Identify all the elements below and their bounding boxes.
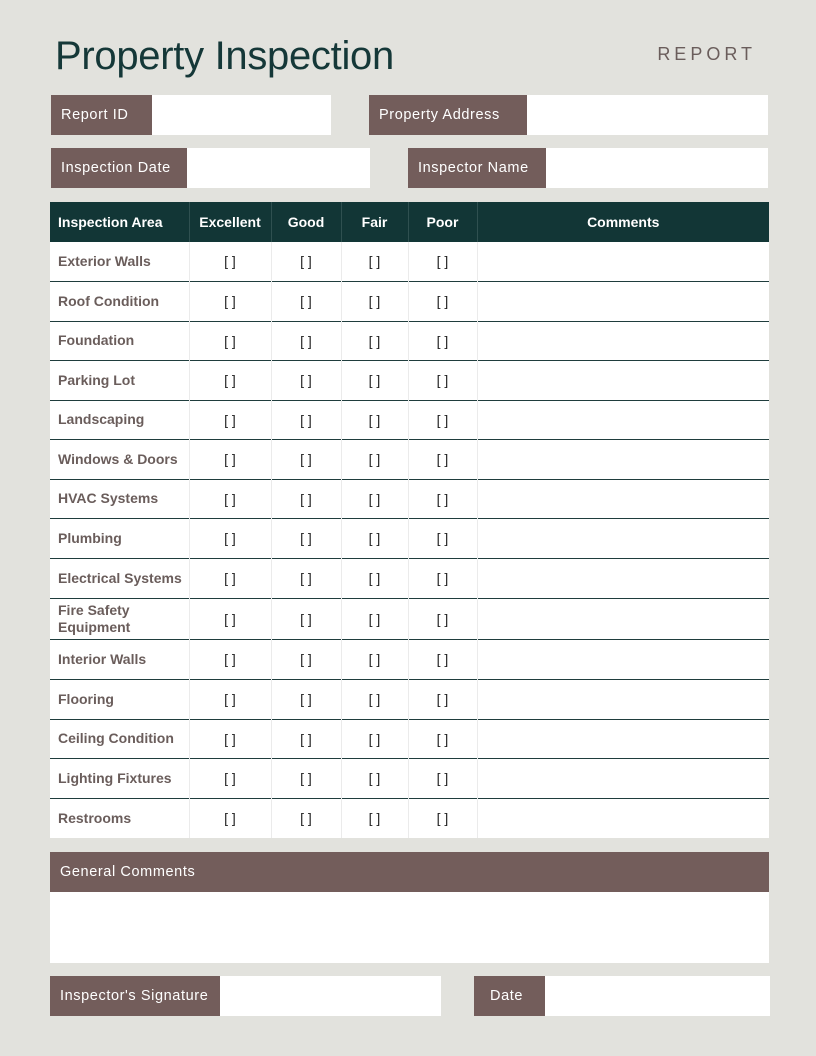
excellent-checkbox[interactable]: [ ] xyxy=(189,719,271,758)
table-header-row xyxy=(50,202,769,242)
excellent-checkbox[interactable]: [ ] xyxy=(189,281,271,321)
good-checkbox[interactable]: [ ] xyxy=(271,360,341,400)
comments-cell[interactable] xyxy=(477,518,769,558)
good-checkbox[interactable]: [ ] xyxy=(271,639,341,679)
excellent-checkbox[interactable]: [ ] xyxy=(189,598,271,639)
report-id-field xyxy=(51,95,331,135)
fair-checkbox[interactable]: [ ] xyxy=(341,639,408,679)
comments-cell[interactable] xyxy=(477,360,769,400)
good-checkbox[interactable]: [ ] xyxy=(271,518,341,558)
poor-checkbox[interactable]: [ ] xyxy=(408,400,477,439)
fair-checkbox[interactable]: [ ] xyxy=(341,758,408,798)
inspector-name-field xyxy=(408,148,768,188)
excellent-checkbox[interactable]: [ ] xyxy=(189,321,271,360)
inspection-area-cell: Interior Walls xyxy=(50,639,189,679)
poor-checkbox[interactable]: [ ] xyxy=(408,719,477,758)
inspection-date-input[interactable] xyxy=(187,148,370,188)
fair-checkbox[interactable]: [ ] xyxy=(341,479,408,518)
comments-cell[interactable] xyxy=(477,798,769,838)
poor-checkbox[interactable]: [ ] xyxy=(408,439,477,479)
good-checkbox[interactable]: [ ] xyxy=(271,558,341,598)
good-checkbox[interactable]: [ ] xyxy=(271,719,341,758)
good-checkbox[interactable]: [ ] xyxy=(271,598,341,639)
inspection-area-cell: Foundation xyxy=(50,321,189,360)
inspection-area-cell: Plumbing xyxy=(50,518,189,558)
fair-checkbox[interactable]: [ ] xyxy=(341,598,408,639)
fair-checkbox[interactable]: [ ] xyxy=(341,558,408,598)
col-header-area: Inspection Area xyxy=(50,202,189,242)
date-label: Date xyxy=(474,976,545,1016)
comments-cell[interactable] xyxy=(477,758,769,798)
report-id-label: Report ID xyxy=(51,95,152,135)
table-row xyxy=(50,719,769,758)
excellent-checkbox[interactable]: [ ] xyxy=(189,518,271,558)
comments-cell[interactable] xyxy=(477,639,769,679)
inspection-date-label: Inspection Date xyxy=(51,148,187,188)
excellent-checkbox[interactable]: [ ] xyxy=(189,242,271,281)
fair-checkbox[interactable]: [ ] xyxy=(341,798,408,838)
poor-checkbox[interactable]: [ ] xyxy=(408,679,477,719)
general-comments-header: General Comments xyxy=(50,852,769,892)
excellent-checkbox[interactable]: [ ] xyxy=(189,400,271,439)
excellent-checkbox[interactable]: [ ] xyxy=(189,558,271,598)
table-row xyxy=(50,439,769,479)
col-header-poor: Poor xyxy=(408,202,477,242)
inspection-area-cell: Parking Lot xyxy=(50,360,189,400)
excellent-checkbox[interactable]: [ ] xyxy=(189,439,271,479)
date-field xyxy=(474,976,770,1016)
poor-checkbox[interactable]: [ ] xyxy=(408,758,477,798)
good-checkbox[interactable]: [ ] xyxy=(271,400,341,439)
fair-checkbox[interactable]: [ ] xyxy=(341,400,408,439)
report-id-input[interactable] xyxy=(152,95,331,135)
date-input[interactable] xyxy=(545,976,770,1016)
fair-checkbox[interactable]: [ ] xyxy=(341,439,408,479)
page-subtitle: REPORT xyxy=(657,44,756,64)
inspection-area-cell: Fire Safety Equipment xyxy=(50,598,189,639)
inspector-name-label: Inspector Name xyxy=(408,148,546,188)
poor-checkbox[interactable]: [ ] xyxy=(408,798,477,838)
poor-checkbox[interactable]: [ ] xyxy=(408,518,477,558)
table-row xyxy=(50,758,769,798)
poor-checkbox[interactable]: [ ] xyxy=(408,479,477,518)
col-header-excellent: Excellent xyxy=(189,202,271,242)
comments-cell[interactable] xyxy=(477,479,769,518)
good-checkbox[interactable]: [ ] xyxy=(271,758,341,798)
good-checkbox[interactable]: [ ] xyxy=(271,281,341,321)
property-address-input[interactable] xyxy=(527,95,768,135)
inspection-area-cell: Windows & Doors xyxy=(50,439,189,479)
table-row xyxy=(50,679,769,719)
fair-checkbox[interactable]: [ ] xyxy=(341,360,408,400)
table-row xyxy=(50,558,769,598)
poor-checkbox[interactable]: [ ] xyxy=(408,281,477,321)
inspection-area-cell: Roof Condition xyxy=(50,281,189,321)
table-row xyxy=(50,281,769,321)
table-row xyxy=(50,518,769,558)
col-header-good: Good xyxy=(271,202,341,242)
table-row xyxy=(50,321,769,360)
inspection-area-cell: Restrooms xyxy=(50,798,189,838)
table-row xyxy=(50,360,769,400)
fair-checkbox[interactable]: [ ] xyxy=(341,281,408,321)
excellent-checkbox[interactable]: [ ] xyxy=(189,479,271,518)
good-checkbox[interactable]: [ ] xyxy=(271,798,341,838)
fair-checkbox[interactable]: [ ] xyxy=(341,679,408,719)
table-row xyxy=(50,400,769,439)
excellent-checkbox[interactable]: [ ] xyxy=(189,798,271,838)
inspection-date-field xyxy=(51,148,370,188)
poor-checkbox[interactable]: [ ] xyxy=(408,598,477,639)
general-comments-input[interactable] xyxy=(50,892,769,963)
poor-checkbox[interactable]: [ ] xyxy=(408,360,477,400)
property-address-field xyxy=(369,95,768,135)
comments-cell[interactable] xyxy=(477,719,769,758)
poor-checkbox[interactable]: [ ] xyxy=(408,242,477,281)
excellent-checkbox[interactable]: [ ] xyxy=(189,360,271,400)
comments-cell[interactable] xyxy=(477,242,769,281)
good-checkbox[interactable]: [ ] xyxy=(271,439,341,479)
comments-cell[interactable] xyxy=(477,558,769,598)
comments-cell[interactable] xyxy=(477,281,769,321)
table-row xyxy=(50,479,769,518)
poor-checkbox[interactable]: [ ] xyxy=(408,558,477,598)
poor-checkbox[interactable]: [ ] xyxy=(408,639,477,679)
excellent-checkbox[interactable]: [ ] xyxy=(189,639,271,679)
table-row xyxy=(50,242,769,281)
col-header-comments: Comments xyxy=(477,202,769,242)
inspection-area-cell: HVAC Systems xyxy=(50,479,189,518)
comments-cell[interactable] xyxy=(477,679,769,719)
signature-field xyxy=(50,976,441,1016)
comments-cell[interactable] xyxy=(477,598,769,639)
page-title: Property Inspection xyxy=(55,34,394,78)
excellent-checkbox[interactable]: [ ] xyxy=(189,679,271,719)
fair-checkbox[interactable]: [ ] xyxy=(341,321,408,360)
col-header-fair: Fair xyxy=(341,202,408,242)
inspection-area-cell: Flooring xyxy=(50,679,189,719)
comments-cell[interactable] xyxy=(477,439,769,479)
property-address-label: Property Address xyxy=(369,95,527,135)
signature-input[interactable] xyxy=(220,976,441,1016)
good-checkbox[interactable]: [ ] xyxy=(271,242,341,281)
fair-checkbox[interactable]: [ ] xyxy=(341,518,408,558)
inspection-area-cell: Lighting Fixtures xyxy=(50,758,189,798)
comments-cell[interactable] xyxy=(477,400,769,439)
good-checkbox[interactable]: [ ] xyxy=(271,679,341,719)
inspector-name-input[interactable] xyxy=(546,148,768,188)
good-checkbox[interactable]: [ ] xyxy=(271,321,341,360)
fair-checkbox[interactable]: [ ] xyxy=(341,719,408,758)
inspection-area-cell: Exterior Walls xyxy=(50,242,189,281)
inspection-area-cell: Electrical Systems xyxy=(50,558,189,598)
poor-checkbox[interactable]: [ ] xyxy=(408,321,477,360)
table-row xyxy=(50,798,769,838)
signature-label: Inspector's Signature xyxy=(50,976,220,1016)
inspection-table xyxy=(50,202,769,838)
good-checkbox[interactable]: [ ] xyxy=(271,479,341,518)
inspection-area-cell: Landscaping xyxy=(50,400,189,439)
inspection-area-cell: Ceiling Condition xyxy=(50,719,189,758)
table-row xyxy=(50,598,769,639)
table-row xyxy=(50,639,769,679)
comments-cell[interactable] xyxy=(477,321,769,360)
fair-checkbox[interactable]: [ ] xyxy=(341,242,408,281)
excellent-checkbox[interactable]: [ ] xyxy=(189,758,271,798)
